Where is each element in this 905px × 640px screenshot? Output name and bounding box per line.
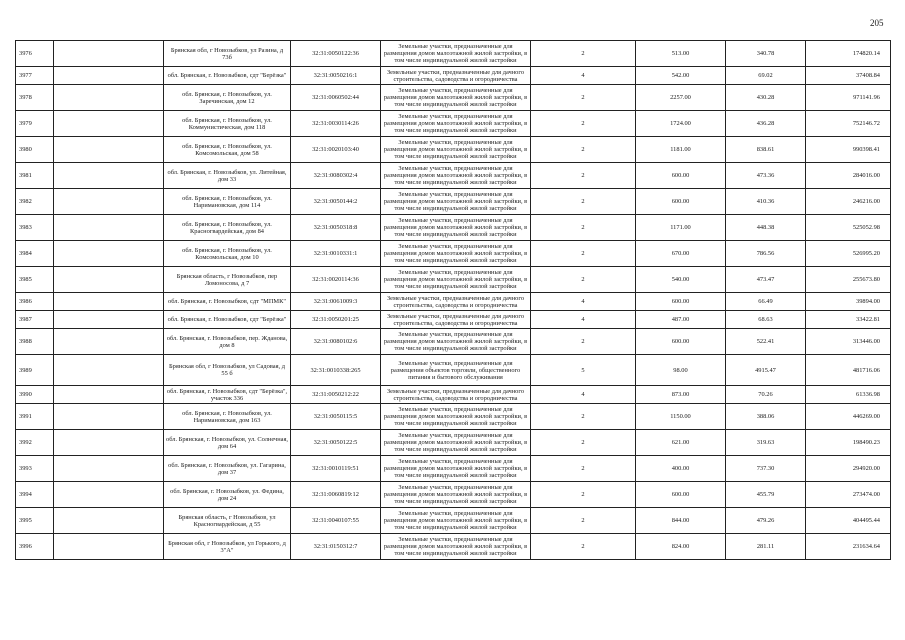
table-row [16, 404, 891, 430]
land-use-cell: Земельные участки, предназначенные для размещения домов малоэтажной жилой застройки, в том числе индивидуальной жилой застройки [381, 85, 531, 111]
land-use-cell: Земельные участки, предназначенные для размещения объектов торговли, общественного питания и бытового обслуживания [381, 355, 531, 386]
land-use-cell: Земельные участки, предназначенные для размещения домов малоэтажной жилой застройки, в том числе индивидуальной жилой застройки [381, 111, 531, 137]
category-cell: 2 [531, 111, 636, 137]
row-number: 3979 [16, 111, 54, 137]
unit-price-cell: 473.36 [726, 163, 806, 189]
area-cell: 670.00 [636, 241, 726, 267]
table-row [16, 430, 891, 456]
address-cell: обл. Брянская, г. Новозыбков, сдт "Берёзка", участок 336 [164, 386, 291, 404]
empty-cell [54, 215, 164, 241]
cadastral-value-cell: 37408.84 [806, 67, 891, 85]
table-row [16, 482, 891, 508]
land-use-cell: Земельные участки, предназначенные для дачного строительства, садоводства и огородничества [381, 293, 531, 311]
land-use-cell: Земельные участки, предназначенные для размещения домов малоэтажной жилой застройки, в том числе индивидуальной жилой застройки [381, 404, 531, 430]
category-cell: 2 [531, 404, 636, 430]
address-cell: Брянская обл, г Новозыбков, ул Разина, д 73б [164, 41, 291, 67]
land-use-cell: Земельные участки, предназначенные для размещения домов малоэтажной жилой застройки, в том числе индивидуальной жилой застройки [381, 215, 531, 241]
cadastral-number-cell: 32:31:0010338:265 [291, 355, 381, 386]
cadastral-value-cell: 446269.00 [806, 404, 891, 430]
row-number: 3987 [16, 311, 54, 329]
row-number: 3986 [16, 293, 54, 311]
area-cell: 844.00 [636, 508, 726, 534]
area-cell: 400.00 [636, 456, 726, 482]
area-cell: 513.00 [636, 41, 726, 67]
unit-price-cell: 388.06 [726, 404, 806, 430]
empty-cell [54, 85, 164, 111]
cadastral-value-cell: 198490.23 [806, 430, 891, 456]
category-cell: 2 [531, 163, 636, 189]
cadastral-value-cell: 174820.14 [806, 41, 891, 67]
address-cell: обл. Брянская, г. Новозыбков, ул. Комсомольская, дом 10 [164, 241, 291, 267]
cadastral-number-cell: 32:31:0050115:5 [291, 404, 381, 430]
land-use-cell: Земельные участки, предназначенные для дачного строительства, садоводства и огородничества [381, 311, 531, 329]
row-number: 3988 [16, 329, 54, 355]
area-cell: 1171.00 [636, 215, 726, 241]
unit-price-cell: 319.63 [726, 430, 806, 456]
address-cell: обл. Брянская, г. Новозыбков, пер. Жданова, дом 8 [164, 329, 291, 355]
land-use-cell: Земельные участки, предназначенные для размещения домов малоэтажной жилой застройки, в том числе индивидуальной жилой застройки [381, 241, 531, 267]
cadastral-value-cell: 273474.00 [806, 482, 891, 508]
area-cell: 1181.00 [636, 137, 726, 163]
cadastral-number-cell: 32:31:0010331:1 [291, 241, 381, 267]
address-cell: обл. Брянская, г. Новозыбков, ул. Наримановская, дом 163 [164, 404, 291, 430]
address-cell: Брянская область, г Новозыбков, пер Ломоносова, д 7 [164, 267, 291, 293]
address-cell: обл. Брянская, г. Новозыбков, ул. Литейная, дом 33 [164, 163, 291, 189]
empty-cell [54, 311, 164, 329]
row-number: 3996 [16, 534, 54, 560]
area-cell: 1150.00 [636, 404, 726, 430]
row-number: 3980 [16, 137, 54, 163]
empty-cell [54, 355, 164, 386]
land-use-cell: Земельные участки, предназначенные для размещения домов малоэтажной жилой застройки, в том числе индивидуальной жилой застройки [381, 329, 531, 355]
cadastral-number-cell: 32:31:0050122:36 [291, 41, 381, 67]
cadastral-number-cell: 32:31:0080102:6 [291, 329, 381, 355]
empty-cell [54, 41, 164, 67]
empty-cell [54, 386, 164, 404]
empty-cell [54, 137, 164, 163]
unit-price-cell: 737.30 [726, 456, 806, 482]
unit-price-cell: 4915.47 [726, 355, 806, 386]
cadastral-number-cell: 32:31:0050201:25 [291, 311, 381, 329]
row-number: 3991 [16, 404, 54, 430]
table-row [16, 41, 891, 67]
address-cell: обл. Брянская, г. Новозыбков, ул. Федина, дом 24 [164, 482, 291, 508]
cadastral-value-cell: 61336.98 [806, 386, 891, 404]
area-cell: 98.00 [636, 355, 726, 386]
cadastral-value-cell: 284016.00 [806, 163, 891, 189]
table-row [16, 311, 891, 329]
cadastral-number-cell: 32:31:0080302:4 [291, 163, 381, 189]
empty-cell [54, 404, 164, 430]
table-row [16, 267, 891, 293]
empty-cell [54, 329, 164, 355]
category-cell: 2 [531, 508, 636, 534]
cadastral-number-cell: 32:31:0050122:5 [291, 430, 381, 456]
land-use-cell: Земельные участки, предназначенные для дачного строительства, садоводства и огородничества [381, 67, 531, 85]
table-row [16, 456, 891, 482]
table-row [16, 386, 891, 404]
area-cell: 542.00 [636, 67, 726, 85]
land-use-cell: Земельные участки, предназначенные для размещения домов малоэтажной жилой застройки, в том числе индивидуальной жилой застройки [381, 189, 531, 215]
category-cell: 2 [531, 267, 636, 293]
unit-price-cell: 448.38 [726, 215, 806, 241]
empty-cell [54, 267, 164, 293]
cadastral-number-cell: 32:31:0060819:12 [291, 482, 381, 508]
category-cell: 2 [531, 534, 636, 560]
cadastral-number-cell: 32:31:0040107:55 [291, 508, 381, 534]
cadastral-value-cell: 525052.98 [806, 215, 891, 241]
category-cell: 4 [531, 293, 636, 311]
category-cell: 2 [531, 85, 636, 111]
empty-cell [54, 241, 164, 267]
category-cell: 2 [531, 482, 636, 508]
cadastral-value-cell: 481716.06 [806, 355, 891, 386]
land-use-cell: Земельные участки, предназначенные для размещения домов малоэтажной жилой застройки, в том числе индивидуальной жилой застройки [381, 41, 531, 67]
category-cell: 2 [531, 430, 636, 456]
land-use-cell: Земельные участки, предназначенные для размещения домов малоэтажной жилой застройки, в том числе индивидуальной жилой застройки [381, 534, 531, 560]
area-cell: 540.00 [636, 267, 726, 293]
unit-price-cell: 70.26 [726, 386, 806, 404]
area-cell: 600.00 [636, 163, 726, 189]
empty-cell [54, 430, 164, 456]
empty-cell [54, 456, 164, 482]
category-cell: 2 [531, 329, 636, 355]
unit-price-cell: 786.56 [726, 241, 806, 267]
cadastral-value-cell: 752146.72 [806, 111, 891, 137]
address-cell: Брянская обл, г Новозыбков, ул Горького, д 3"А" [164, 534, 291, 560]
cadastral-value-cell: 990398.41 [806, 137, 891, 163]
row-number: 3995 [16, 508, 54, 534]
area-cell: 621.00 [636, 430, 726, 456]
row-number: 3977 [16, 67, 54, 85]
cadastral-value-cell: 33422.81 [806, 311, 891, 329]
cadastral-value-cell: 246216.00 [806, 189, 891, 215]
unit-price-cell: 281.11 [726, 534, 806, 560]
unit-price-cell: 66.49 [726, 293, 806, 311]
address-cell: Брянская область, г Новозыбков, ул Красногвардейская, д 55 [164, 508, 291, 534]
cadastral-value-cell: 971141.96 [806, 85, 891, 111]
table-row [16, 215, 891, 241]
land-use-cell: Земельные участки, предназначенные для размещения домов малоэтажной жилой застройки, в том числе индивидуальной жилой застройки [381, 508, 531, 534]
table-row [16, 293, 891, 311]
cadastral-number-cell: 32:31:0050144:2 [291, 189, 381, 215]
unit-price-cell: 430.28 [726, 85, 806, 111]
row-number: 3984 [16, 241, 54, 267]
empty-cell [54, 293, 164, 311]
land-use-cell: Земельные участки, предназначенные для размещения домов малоэтажной жилой застройки, в том числе индивидуальной жилой застройки [381, 267, 531, 293]
address-cell: обл. Брянская, г. Новозыбков, ул. Наримановская, дом 114 [164, 189, 291, 215]
row-number: 3981 [16, 163, 54, 189]
empty-cell [54, 508, 164, 534]
category-cell: 4 [531, 67, 636, 85]
page-number: 205 [870, 18, 884, 28]
cadastral-number-cell: 32:31:0061009:3 [291, 293, 381, 311]
empty-cell [54, 111, 164, 137]
category-cell: 2 [531, 41, 636, 67]
land-use-cell: Земельные участки, предназначенные для размещения домов малоэтажной жилой застройки, в том числе индивидуальной жилой застройки [381, 430, 531, 456]
cadastral-value-cell: 39894.00 [806, 293, 891, 311]
area-cell: 1724.00 [636, 111, 726, 137]
address-cell: обл. Брянская, г. Новозыбков, ул. Солнечная, дом 64 [164, 430, 291, 456]
table-row [16, 85, 891, 111]
cadastral-value-cell: 255673.80 [806, 267, 891, 293]
cadastral-number-cell: 32:31:0050216:1 [291, 67, 381, 85]
row-number: 3978 [16, 85, 54, 111]
unit-price-cell: 69.02 [726, 67, 806, 85]
unit-price-cell: 838.61 [726, 137, 806, 163]
unit-price-cell: 479.26 [726, 508, 806, 534]
cadastral-number-cell: 32:31:0150312:7 [291, 534, 381, 560]
address-cell: обл. Брянская, г. Новозыбков, ул. Заречинская, дом 12 [164, 85, 291, 111]
area-cell: 600.00 [636, 329, 726, 355]
address-cell: обл. Брянская, г. Новозыбков, сдт "МПМК" [164, 293, 291, 311]
cadastral-number-cell: 32:31:0050318:8 [291, 215, 381, 241]
table-row [16, 355, 891, 386]
table-row [16, 67, 891, 85]
category-cell: 4 [531, 311, 636, 329]
category-cell: 5 [531, 355, 636, 386]
row-number: 3993 [16, 456, 54, 482]
cadastral-value-cell: 294920.00 [806, 456, 891, 482]
cadastral-number-cell: 32:31:0030114:26 [291, 111, 381, 137]
row-number: 3983 [16, 215, 54, 241]
land-use-cell: Земельные участки, предназначенные для дачного строительства, садоводства и огородничества [381, 386, 531, 404]
area-cell: 824.00 [636, 534, 726, 560]
cadastral-number-cell: 32:31:0020114:36 [291, 267, 381, 293]
empty-cell [54, 189, 164, 215]
table-body [16, 41, 891, 560]
table-row [16, 137, 891, 163]
address-cell: Брянская обл, г Новозыбков, ул Садовая, д 55 б [164, 355, 291, 386]
area-cell: 600.00 [636, 189, 726, 215]
unit-price-cell: 68.63 [726, 311, 806, 329]
category-cell: 2 [531, 189, 636, 215]
land-use-cell: Земельные участки, предназначенные для размещения домов малоэтажной жилой застройки, в том числе индивидуальной жилой застройки [381, 482, 531, 508]
cadastral-number-cell: 32:31:0060502:44 [291, 85, 381, 111]
land-use-cell: Земельные участки, предназначенные для размещения домов малоэтажной жилой застройки, в том числе индивидуальной жилой застройки [381, 456, 531, 482]
empty-cell [54, 482, 164, 508]
empty-cell [54, 67, 164, 85]
address-cell: обл. Брянская, г. Новозыбков, ул. Комсомольская, дом 58 [164, 137, 291, 163]
area-cell: 873.00 [636, 386, 726, 404]
row-number: 3989 [16, 355, 54, 386]
area-cell: 600.00 [636, 482, 726, 508]
unit-price-cell: 522.41 [726, 329, 806, 355]
unit-price-cell: 436.28 [726, 111, 806, 137]
row-number: 3976 [16, 41, 54, 67]
table-row [16, 241, 891, 267]
empty-cell [54, 534, 164, 560]
category-cell: 2 [531, 215, 636, 241]
category-cell: 2 [531, 456, 636, 482]
area-cell: 600.00 [636, 293, 726, 311]
cadastral-value-cell: 313446.00 [806, 329, 891, 355]
cadastral-value-cell: 404495.44 [806, 508, 891, 534]
cadastral-value-cell: 231634.64 [806, 534, 891, 560]
address-cell: обл. Брянская, г. Новозыбков, сдт "Берёзка" [164, 67, 291, 85]
table-row [16, 534, 891, 560]
land-use-cell: Земельные участки, предназначенные для размещения домов малоэтажной жилой застройки, в том числе индивидуальной жилой застройки [381, 163, 531, 189]
unit-price-cell: 410.36 [726, 189, 806, 215]
row-number: 3992 [16, 430, 54, 456]
unit-price-cell: 340.78 [726, 41, 806, 67]
cadastral-number-cell: 32:31:0020103:40 [291, 137, 381, 163]
row-number: 3985 [16, 267, 54, 293]
row-number: 3990 [16, 386, 54, 404]
area-cell: 2257.00 [636, 85, 726, 111]
category-cell: 2 [531, 241, 636, 267]
row-number: 3994 [16, 482, 54, 508]
address-cell: обл. Брянская, г. Новозыбков, ул. Красногвардейская, дом 84 [164, 215, 291, 241]
table-row [16, 163, 891, 189]
table-row [16, 111, 891, 137]
table-row [16, 329, 891, 355]
category-cell: 4 [531, 386, 636, 404]
address-cell: обл. Брянская, г. Новозыбков, ул. Гагарина, дом 37 [164, 456, 291, 482]
address-cell: обл. Брянская, г. Новозыбков, ул. Коммунистическая, дом 118 [164, 111, 291, 137]
table-row [16, 508, 891, 534]
row-number: 3982 [16, 189, 54, 215]
land-use-cell: Земельные участки, предназначенные для размещения домов малоэтажной жилой застройки, в том числе индивидуальной жилой застройки [381, 137, 531, 163]
cadastral-number-cell: 32:31:0050212:22 [291, 386, 381, 404]
land-registry-table [15, 40, 891, 560]
unit-price-cell: 473.47 [726, 267, 806, 293]
unit-price-cell: 455.79 [726, 482, 806, 508]
empty-cell [54, 163, 164, 189]
address-cell: обл. Брянская, г. Новозыбков, сдт "Берёзка" [164, 311, 291, 329]
area-cell: 487.00 [636, 311, 726, 329]
cadastral-number-cell: 32:31:0010119:51 [291, 456, 381, 482]
cadastral-value-cell: 526995.20 [806, 241, 891, 267]
category-cell: 2 [531, 137, 636, 163]
table-row [16, 189, 891, 215]
